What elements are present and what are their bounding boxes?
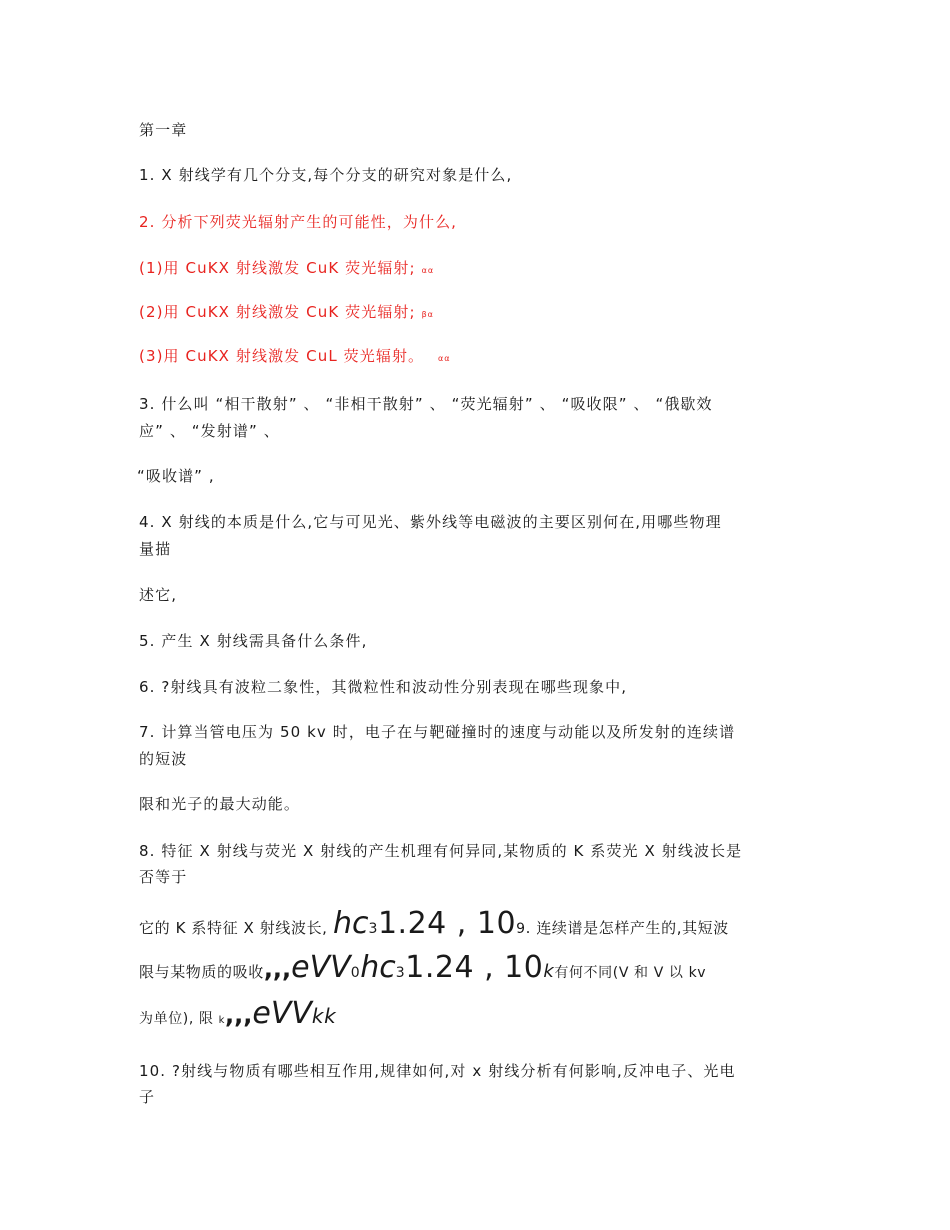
question-2-item-2 [139, 299, 811, 328]
question-10-line-1: 10. ?射线与物质有哪些相互作用,规律如何,对 x 射线分析有何影响,反冲电子、光电 [139, 1062, 736, 1080]
formula-number-2: 1.24 , 10 [405, 950, 544, 985]
question-4-line-3: 述它, [139, 586, 178, 604]
question-8-line-2: 否等于 [139, 868, 188, 886]
formula-sub-3: 3 [368, 921, 378, 937]
formula-line-1-tail: . 连续谱是怎样产生的,其短波 [525, 919, 729, 937]
formula-k: k [543, 961, 555, 982]
formula-line-3-text: 为单位), 限 [139, 1011, 214, 1027]
formula-hc-2: hc [360, 950, 396, 985]
question-7-line-3: 限和光子的最大动能。 [139, 795, 301, 813]
question-1: 1. X 射线学有几个分支,每个分支的研究对象是什么, [139, 166, 513, 184]
formula-number: 1.24 , 10 [377, 906, 517, 941]
question-3-line-1: 3. 什么叫 “相干散射” 、 “非相干散射” 、 “荧光辐射” 、 “吸收限” 、 “俄歇效 [139, 395, 713, 413]
question-3-line-3: “吸收谱” , [137, 467, 215, 485]
formula-line-2-tail: 有何不同(V 和 V 以 kv [554, 965, 707, 981]
question-4-line-1: 4. X 射线的本质是什么,它与可见光、紫外线等电磁波的主要区别何在,用哪些物理 [139, 513, 722, 531]
question-2-item-1-text: (1)用 CuKX 射线激发 CuK 荧光辐射; [139, 259, 416, 277]
formula-kk: kk [311, 1004, 337, 1028]
formula-commas-2: ,,, [225, 1001, 253, 1029]
formula-hc: hc [332, 906, 369, 941]
question-3-line-2: 应” 、 “发射谱” 、 [139, 422, 280, 440]
formula-eVV-2: eVV [252, 996, 312, 1031]
question-6: 6. ?射线具有波粒二象性，其微粒性和波动性分别表现在哪些现象中, [139, 678, 628, 696]
formula-line-3 [139, 996, 336, 1031]
formula-line-2 [139, 950, 706, 985]
question-2-item-1-subscript: αα [421, 266, 435, 275]
formula-sub-3b: 3 [395, 965, 406, 981]
question-7-line-2: 的短波 [139, 750, 188, 768]
question-2-item-2-text: (2)用 CuKX 射线激发 CuK 荧光辐射; [139, 303, 416, 321]
question-8-line-1: 8. 特征 X 射线与荧光 X 射线的产生机理有何异同,某物质的 K 系荧光 X 射线波长是 [139, 842, 743, 860]
question-2-item-2-subscript: βα [421, 310, 434, 319]
formula-line-1 [139, 906, 729, 941]
question-2-item-3 [139, 343, 811, 372]
question-7-line-1: 7. 计算当管电压为 50 kv 时，电子在与靶碰撞时的速度与动能以及所发射的连续谱 [139, 723, 736, 741]
question-2-item-3-text: (3)用 CuKX 射线激发 CuL 荧光辐射。 [139, 347, 425, 365]
formula-eVV: eVV [291, 950, 351, 985]
formula-line-2-text: 限与某物质的吸收 [139, 963, 264, 981]
chapter-title: 第一章 [139, 121, 188, 139]
formula-commas: ,,, [263, 955, 292, 983]
formula-k-small: k [218, 1015, 226, 1026]
question-2-item-1 [139, 255, 811, 284]
question-4-line-2: 量描 [139, 540, 172, 558]
question-5: 5. 产生 X 射线需具备什么条件, [139, 632, 368, 650]
question-2-item-3-subscript: αα [438, 354, 451, 363]
question-2: 2. 分析下列荧光辐射产生的可能性，为什么, [139, 213, 458, 231]
formula-sub-9: 9 [516, 921, 526, 937]
formula-line-1-text: 它的 K 系特征 X 射线波长, [139, 919, 328, 937]
formula-sub-0: 0 [350, 965, 361, 981]
question-10-line-2: 子 [139, 1088, 156, 1106]
